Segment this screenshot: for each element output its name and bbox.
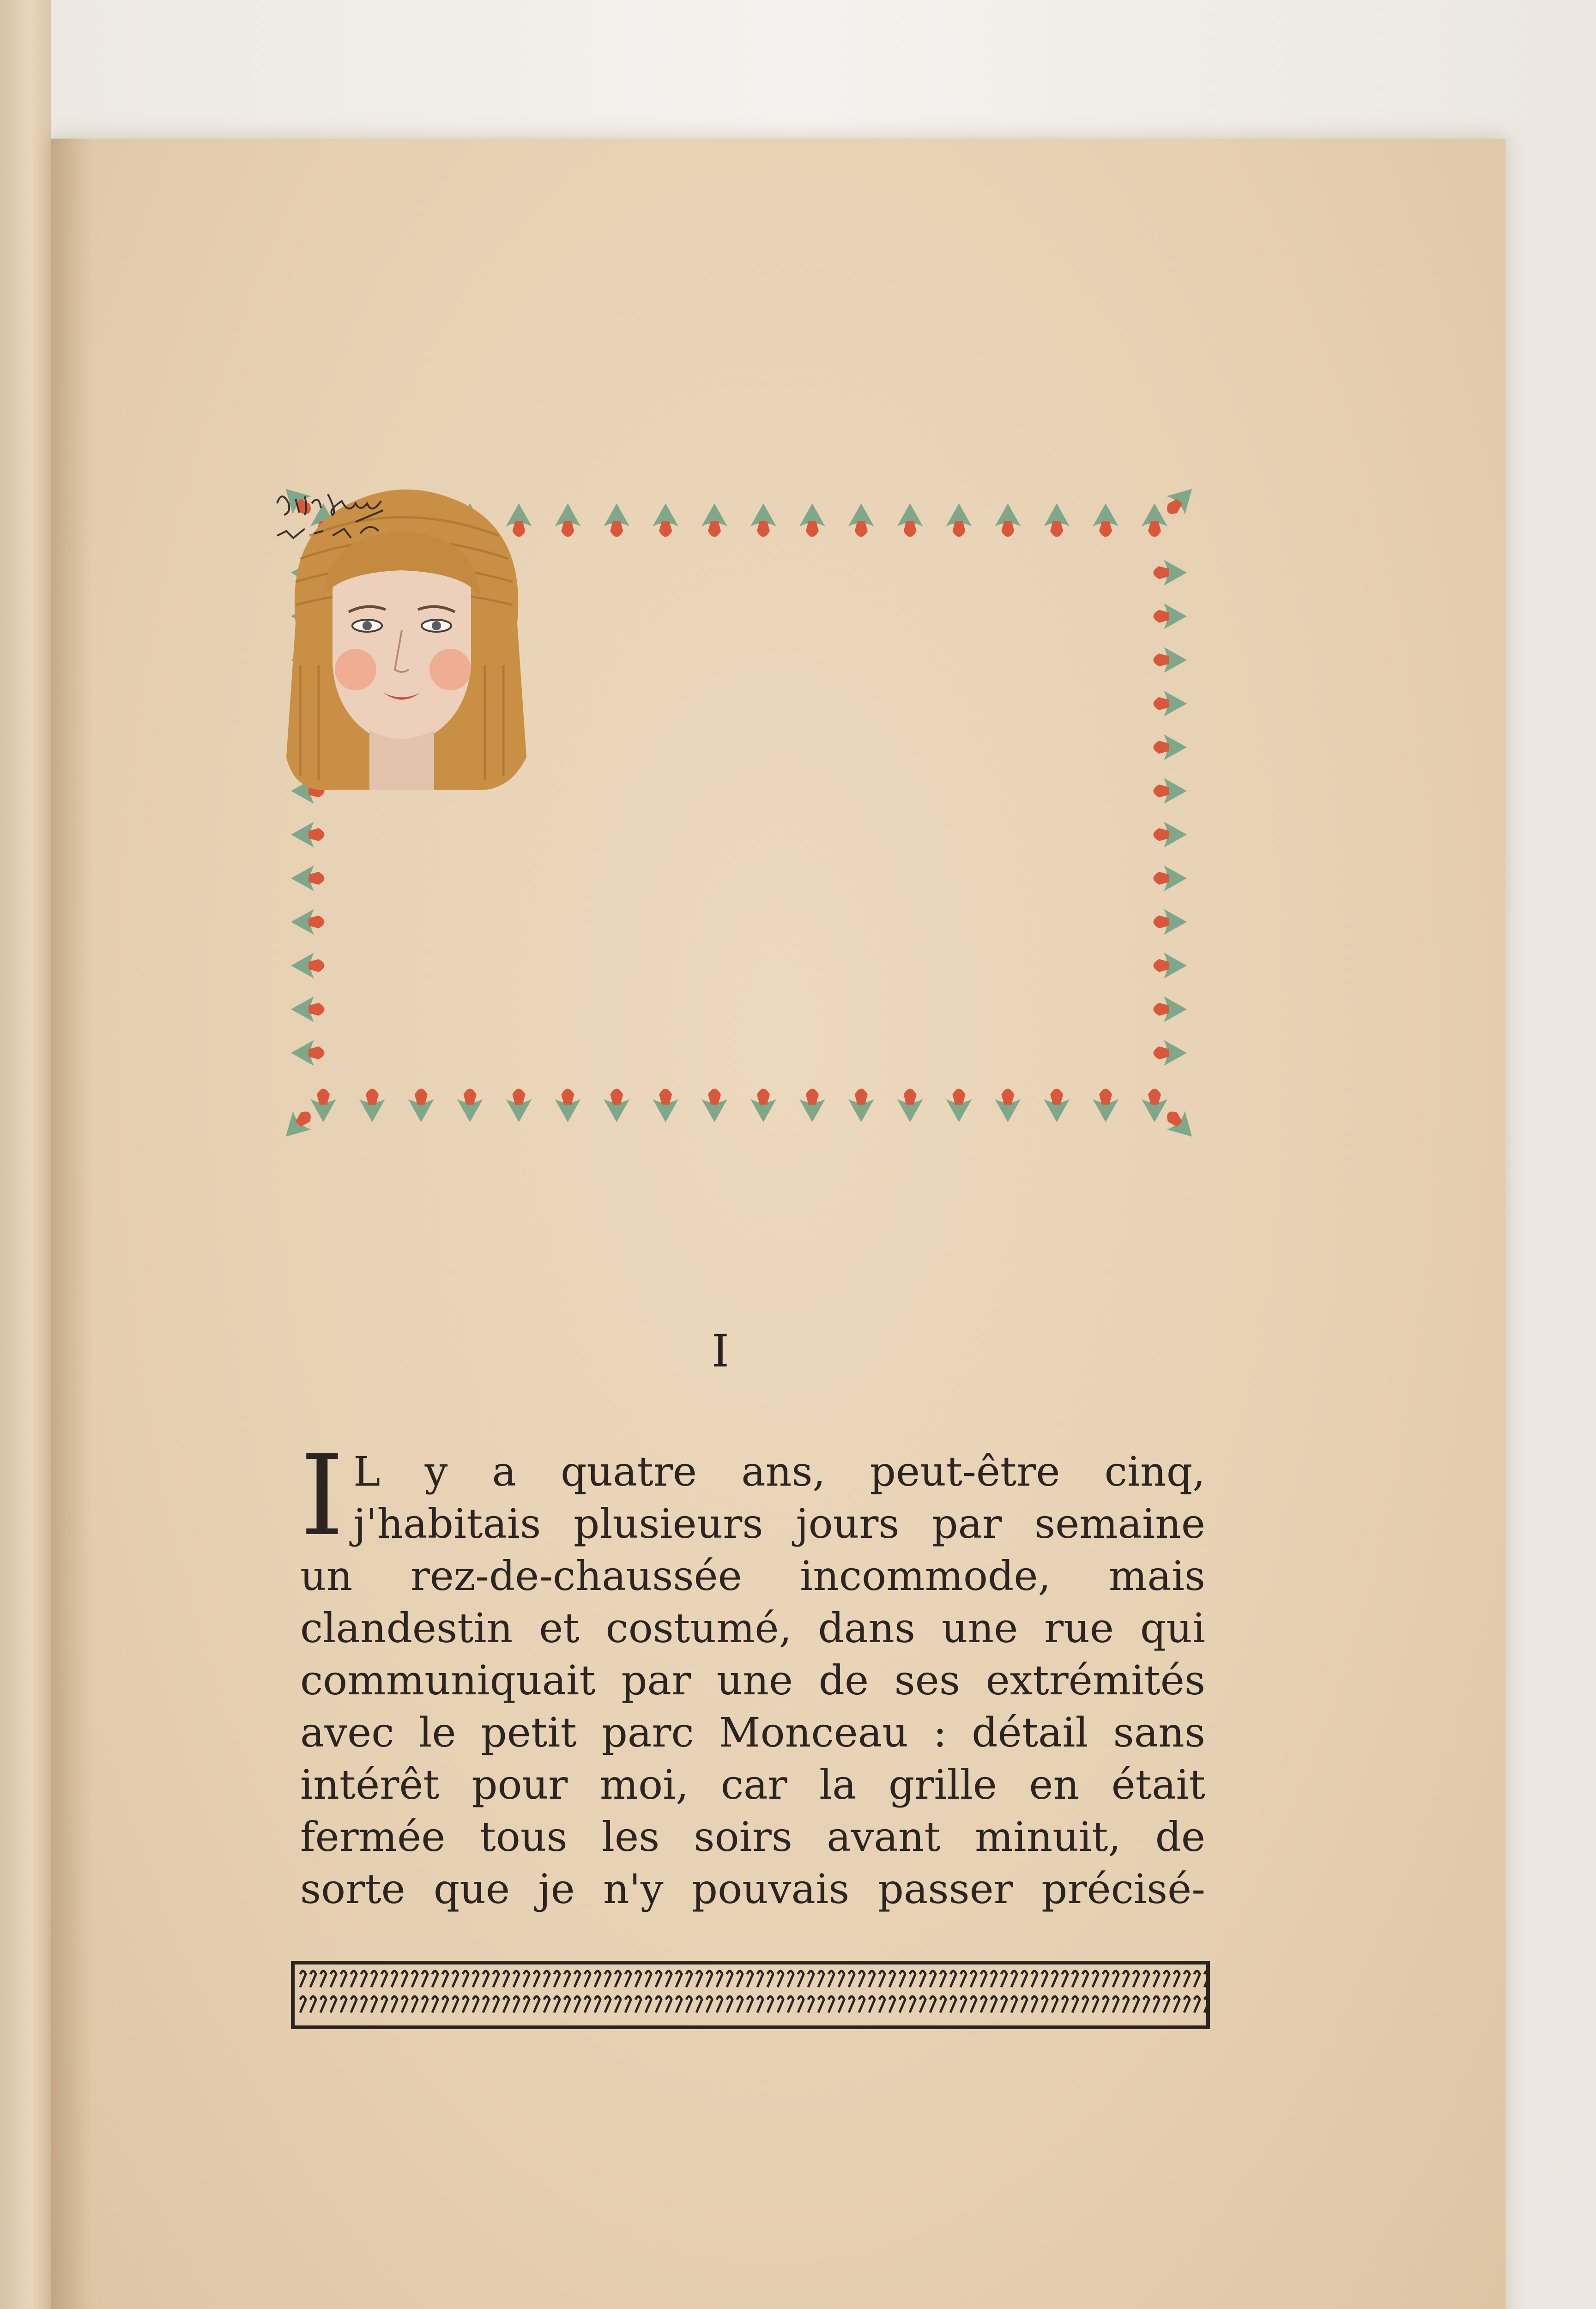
strip-glyph (1113, 1971, 1118, 1987)
strip-glyph (331, 1996, 336, 2013)
strip-glyph (900, 1996, 905, 2013)
strip-glyph (1103, 1996, 1108, 2013)
lotus-frame-illustration (268, 471, 1210, 1154)
strip-glyph (1103, 1971, 1108, 1987)
strip-glyph (808, 1996, 814, 2013)
lotus-motif (701, 503, 727, 537)
strip-glyph (930, 1971, 936, 1987)
lotus-motif (750, 503, 776, 537)
strip-glyph (981, 1971, 986, 1987)
strip-glyph (666, 1971, 671, 1987)
lotus-motif (1154, 1040, 1187, 1066)
lotus-motif (995, 1089, 1021, 1123)
lotus-motif (946, 1089, 972, 1123)
strip-glyph (707, 1996, 712, 2013)
lotus-motif (1142, 503, 1167, 537)
strip-glyph (1123, 1971, 1129, 1987)
strip-glyph (320, 1996, 326, 2013)
lotus-motif (506, 1089, 532, 1123)
strip-glyph (879, 1996, 885, 2013)
strip-glyph (585, 1971, 590, 1987)
text-line: j'habitais plusieurs jours par semaine (353, 1500, 1205, 1547)
strip-glyph (1032, 1996, 1037, 2013)
strip-glyph (564, 1996, 570, 2013)
strip-glyph (605, 1996, 611, 2013)
strip-glyph (1184, 1971, 1190, 1987)
text-line: avec le petit parc Monceau : détail sans (300, 1709, 1205, 1756)
strip-glyph (320, 1971, 326, 1987)
strip-glyph (1001, 1971, 1007, 1987)
strip-glyph (615, 1971, 621, 1987)
strip-glyph (1143, 1971, 1149, 1987)
strip-glyph (900, 1971, 905, 1987)
strip-glyph (1133, 1996, 1139, 2013)
strip-glyph (1022, 1996, 1027, 2013)
chapter-numeral: I (712, 1325, 729, 1377)
lotus-motif (457, 1089, 483, 1123)
strip-glyph (1042, 1971, 1047, 1987)
strip-glyph (696, 1971, 702, 1987)
strip-glyph (889, 1971, 895, 1987)
strip-glyph (971, 1971, 976, 1987)
strip-glyph (554, 1971, 560, 1987)
lotus-motif (1044, 1089, 1070, 1123)
strip-glyph (422, 1971, 428, 1987)
text-line: communiquait par une de ses extrémités (300, 1656, 1205, 1704)
strip-glyph (686, 1996, 692, 2013)
lotus-motif (653, 1089, 678, 1123)
lotus-motif (408, 1089, 434, 1123)
strip-glyph (625, 1971, 631, 1987)
strip-glyph (585, 1996, 590, 2013)
strip-glyph (351, 1971, 357, 1987)
strip-glyph (1082, 1996, 1088, 2013)
text-line: L y a quatre ans, peut-être cinq, (353, 1448, 1205, 1495)
lotus-motif (1159, 480, 1201, 522)
strip-glyph (1194, 1996, 1200, 2013)
strip-glyph (991, 1996, 997, 2013)
strip-glyph (564, 1971, 570, 1987)
strip-glyph (574, 1971, 580, 1987)
lotus-motif (277, 1104, 319, 1146)
lotus-motif (1154, 996, 1187, 1022)
strip-glyph (727, 1996, 732, 2013)
strip-glyph (717, 1971, 722, 1987)
strip-glyph (412, 1996, 417, 2013)
lotus-motif (897, 1089, 923, 1123)
strip-glyph (1011, 1996, 1017, 2013)
lotus-motif (1154, 865, 1187, 891)
strip-glyph (442, 1971, 448, 1987)
lotus-motif (555, 1089, 580, 1123)
strip-glyph (676, 1971, 682, 1987)
lotus-motif (291, 822, 325, 847)
strip-glyph (1133, 1971, 1139, 1987)
lotus-motif (1159, 1104, 1201, 1146)
strip-glyph (1174, 1996, 1179, 2013)
lotus-motif (701, 1089, 727, 1123)
strip-glyph (453, 1971, 458, 1987)
strip-glyph (453, 1996, 458, 2013)
strip-glyph (757, 1996, 763, 2013)
strip-glyph (595, 1971, 600, 1987)
strip-glyph (361, 1971, 367, 1987)
strip-glyph (392, 1996, 397, 2013)
strip-glyph (727, 1971, 732, 1987)
strip-glyph (341, 1996, 346, 2013)
strip-glyph (392, 1971, 397, 1987)
strip-glyph (798, 1971, 804, 1987)
strip-glyph (971, 1996, 976, 2013)
strip-glyph (300, 1996, 306, 2013)
lotus-motif (897, 503, 923, 537)
strip-glyph (940, 1996, 946, 2013)
strip-glyph (432, 1971, 438, 1987)
strip-glyph (666, 1996, 671, 2013)
strip-glyph (1164, 1971, 1169, 1987)
lotus-motif (1142, 1089, 1167, 1123)
lotus-motif (750, 1089, 776, 1123)
lotus-motif (1154, 778, 1187, 804)
lotus-motif (1044, 503, 1070, 537)
strip-glyph (514, 1971, 519, 1987)
strip-glyph (1042, 1996, 1047, 2013)
strip-glyph (524, 1971, 529, 1987)
lotus-motif (1154, 822, 1187, 847)
strip-glyph (686, 1971, 692, 1987)
text-line: un rez-de-chaussée incommode, mais (300, 1552, 1205, 1600)
strip-glyph (869, 1996, 875, 2013)
strip-glyph (300, 1971, 306, 1987)
strip-glyph (950, 1996, 956, 2013)
lotus-motif (1154, 734, 1187, 760)
strip-glyph (361, 1996, 367, 2013)
strip-glyph (1093, 1996, 1098, 2013)
strip-glyph (646, 1996, 651, 2013)
artist-signature (268, 471, 425, 550)
strip-glyph (920, 1971, 925, 1987)
lotus-motif (1154, 604, 1187, 629)
strip-glyph (514, 1996, 519, 2013)
strip-glyph (859, 1996, 864, 2013)
strip-glyph (646, 1971, 651, 1987)
lotus-motif (291, 996, 325, 1022)
lotus-motif (555, 503, 580, 537)
strip-glyph (1062, 1996, 1068, 2013)
lotus-motif (310, 1089, 336, 1123)
text-line: sorte que je n'y pouvais passer précisé- (300, 1865, 1205, 1913)
strip-glyph (615, 1996, 621, 2013)
strip-glyph (605, 1971, 611, 1987)
strip-glyph (961, 1996, 966, 2013)
lotus-motif (1154, 691, 1187, 717)
strip-glyph (839, 1971, 844, 1987)
strip-glyph (818, 1971, 824, 1987)
strip-glyph (1093, 1971, 1098, 1987)
decorative-border-strip (291, 1953, 1210, 2037)
book-page (51, 139, 1505, 2309)
strip-glyph (371, 1996, 377, 2013)
strip-glyph (635, 1971, 641, 1987)
strip-glyph (544, 1971, 550, 1987)
strip-glyph (1082, 1971, 1088, 1987)
strip-glyph (1174, 1971, 1179, 1987)
strip-glyph (310, 1996, 316, 2013)
strip-glyph (341, 1971, 346, 1987)
strip-glyph (768, 1971, 773, 1987)
strip-glyph (798, 1996, 804, 2013)
strip-glyph (737, 1971, 743, 1987)
strip-glyph (534, 1971, 539, 1987)
strip-glyph (961, 1971, 966, 1987)
strip-glyph (554, 1996, 560, 2013)
strip-glyph (463, 1996, 468, 2013)
strip-glyph (920, 1996, 925, 2013)
strip-glyph (717, 1996, 722, 2013)
strip-glyph (635, 1996, 641, 2013)
strip-glyph (747, 1996, 753, 2013)
strip-glyph (889, 1996, 895, 2013)
strip-glyph (381, 1971, 387, 1987)
text-line: intérêt pour moi, car la grille en était (300, 1761, 1205, 1808)
strip-glyph (402, 1996, 407, 2013)
lotus-motif (291, 909, 325, 935)
strip-glyph (402, 1971, 407, 1987)
strip-glyph (595, 1996, 600, 2013)
lotus-motif (1154, 953, 1187, 979)
strip-glyph (1011, 1971, 1017, 1987)
strip-glyph (1123, 1996, 1129, 2013)
strip-glyph (940, 1971, 946, 1987)
strip-glyph (910, 1971, 915, 1987)
strip-glyph (707, 1971, 712, 1987)
strip-glyph (310, 1971, 316, 1987)
strip-glyph (788, 1971, 793, 1987)
strip-glyph (869, 1971, 875, 1987)
drop-cap: I (300, 1431, 344, 1560)
strip-glyph (351, 1996, 357, 2013)
lotus-motif (359, 1089, 385, 1123)
lotus-motif (946, 503, 972, 537)
strip-glyph (473, 1971, 478, 1987)
strip-glyph (483, 1996, 489, 2013)
lotus-motif (604, 1089, 629, 1123)
strip-glyph (503, 1996, 509, 2013)
strip-glyph (544, 1996, 550, 2013)
strip-glyph (625, 1996, 631, 2013)
strip-glyph (1154, 1971, 1159, 1987)
strip-glyph (1154, 1996, 1159, 2013)
strip-glyph (412, 1971, 417, 1987)
strip-glyph (818, 1996, 824, 2013)
strip-glyph (696, 1996, 702, 2013)
strip-glyph (828, 1971, 834, 1987)
strip-glyph (656, 1971, 661, 1987)
strip-glyph (1052, 1971, 1058, 1987)
strip-glyph (950, 1971, 956, 1987)
strip-glyph (930, 1996, 936, 2013)
strip-glyph (879, 1971, 885, 1987)
strip-glyph (493, 1996, 499, 2013)
strip-glyph (1022, 1971, 1027, 1987)
lotus-motif (799, 1089, 825, 1123)
strip-glyph (574, 1996, 580, 2013)
lotus-motif (799, 503, 825, 537)
strip-glyph (747, 1971, 753, 1987)
text-line: clandestin et costumé, dans une rue qui (300, 1604, 1205, 1652)
strip-glyph (849, 1996, 854, 2013)
strip-glyph (503, 1971, 509, 1987)
lotus-motif (1154, 647, 1187, 673)
strip-glyph (808, 1971, 814, 1987)
lotus-motif (1093, 1089, 1118, 1123)
strip-glyph (1072, 1971, 1078, 1987)
strip-glyph (981, 1996, 986, 2013)
strip-glyph (331, 1971, 336, 1987)
strip-glyph (473, 1996, 478, 2013)
strip-glyph (432, 1996, 438, 2013)
lotus-motif (995, 503, 1021, 537)
strip-glyph (483, 1971, 489, 1987)
strip-glyph (778, 1971, 783, 1987)
lotus-motif (604, 503, 629, 537)
lotus-motif (848, 1089, 874, 1123)
strip-glyph (1032, 1971, 1037, 1987)
text-line: fermée tous les soirs avant minuit, de (300, 1813, 1205, 1861)
lotus-motif (653, 503, 678, 537)
strip-glyph (1113, 1996, 1118, 2013)
lotus-motif (291, 865, 325, 891)
strip-glyph (788, 1996, 793, 2013)
lotus-motif (291, 953, 325, 979)
strip-glyph (381, 1996, 387, 2013)
strip-glyph (737, 1996, 743, 2013)
lotus-motif (848, 503, 874, 537)
strip-glyph (849, 1971, 854, 1987)
strip-glyph (839, 1996, 844, 2013)
lotus-motif (1093, 503, 1118, 537)
strip-glyph (991, 1971, 997, 1987)
strip-glyph (1052, 1996, 1058, 2013)
strip-glyph (463, 1971, 468, 1987)
body-paragraph (300, 1431, 1205, 1915)
strip-glyph (757, 1971, 763, 1987)
strip-glyph (676, 1996, 682, 2013)
strip-glyph (656, 1996, 661, 2013)
strip-glyph (1164, 1996, 1169, 2013)
strip-glyph (778, 1996, 783, 2013)
strip-glyph (524, 1996, 529, 2013)
lotus-motif (1154, 560, 1187, 586)
strip-glyph (493, 1971, 499, 1987)
strip-glyph (910, 1996, 915, 2013)
strip-glyph (534, 1996, 539, 2013)
strip-glyph (1194, 1971, 1200, 1987)
strip-glyph (828, 1996, 834, 2013)
strip-glyph (422, 1996, 428, 2013)
strip-glyph (1184, 1996, 1190, 2013)
strip-glyph (442, 1996, 448, 2013)
previous-page-edge (0, 0, 51, 2309)
gutter-shadow (51, 139, 92, 2309)
strip-glyph (768, 1996, 773, 2013)
strip-glyph (1072, 1996, 1078, 2013)
strip-glyph (371, 1971, 377, 1987)
strip-glyph (1062, 1971, 1068, 1987)
lotus-motif (291, 1040, 325, 1066)
lotus-motif (1154, 909, 1187, 935)
strip-glyph (1143, 1996, 1149, 2013)
strip-glyph (1001, 1996, 1007, 2013)
strip-glyph (859, 1971, 864, 1987)
